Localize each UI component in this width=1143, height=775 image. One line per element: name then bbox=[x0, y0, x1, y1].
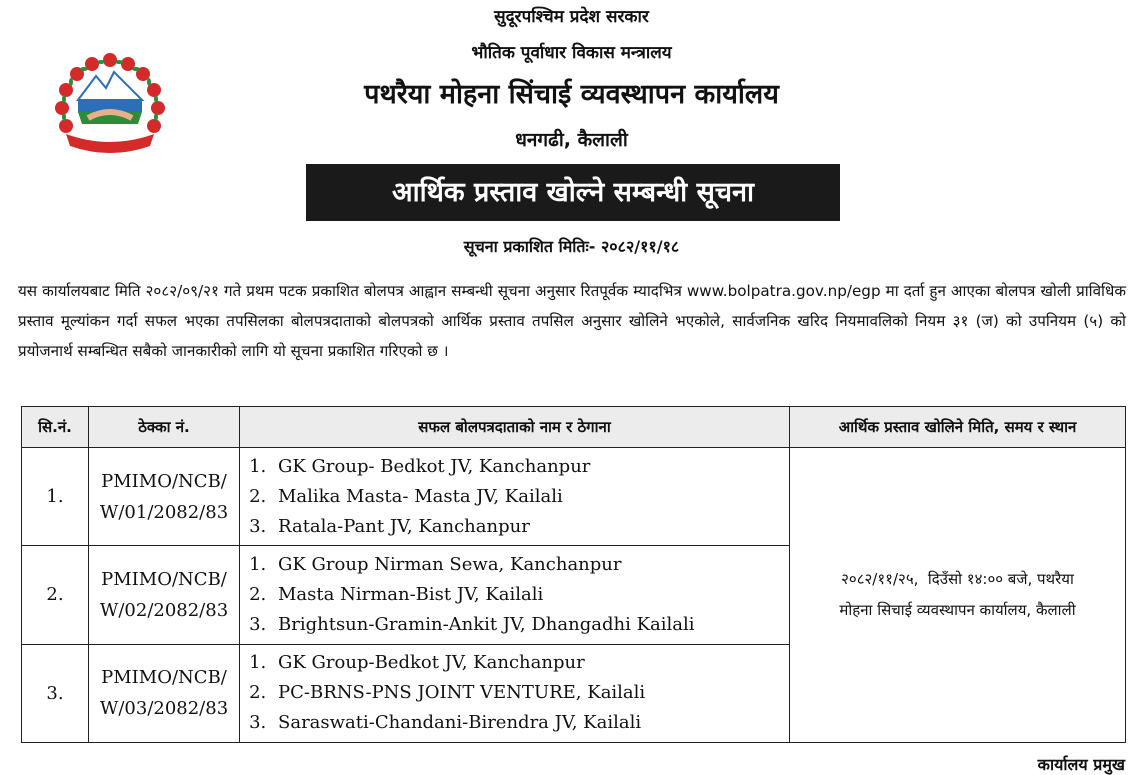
row-bidders bbox=[240, 644, 790, 742]
bidder-item: 3. Brightsun-Gramin-Ankit JV, Dhangadhi Kailali bbox=[272, 610, 789, 640]
opening-date-time-place bbox=[790, 448, 1126, 743]
bidder-item: 2. PC-BRNS-PNS JOINT VENTURE, Kailali bbox=[272, 678, 789, 708]
contract-no-line2: W/01/2082/83 bbox=[99, 501, 229, 523]
ministry-heading: भौतिक पूर्वाधार विकास मन्त्रालय bbox=[471, 43, 672, 63]
office-location: धनगढी, कैलाली bbox=[515, 129, 628, 151]
contract-no-line1: PMIMO/NCB/ bbox=[101, 568, 227, 590]
row-bidders bbox=[240, 546, 790, 644]
row-sn: 1. bbox=[22, 448, 89, 546]
bidder-item: 1. GK Group Nirman Sewa, Kanchanpur bbox=[272, 550, 789, 580]
bidder-item: 3. Ratala-Pant JV, Kanchanpur bbox=[272, 512, 789, 542]
table-row bbox=[22, 448, 1126, 546]
row-sn: 3. bbox=[22, 644, 89, 742]
bidders-list bbox=[240, 550, 789, 640]
row-bidders bbox=[240, 448, 790, 546]
col-header-sn: सि.नं. bbox=[22, 407, 89, 448]
row-sn: 2. bbox=[22, 546, 89, 644]
bidder-item: 2. Masta Nirman-Bist JV, Kailali bbox=[272, 580, 789, 610]
bidders-list bbox=[240, 452, 789, 542]
col-header-bidders: सफल बोलपत्रदाताको नाम र ठेगाना bbox=[240, 407, 790, 448]
col-header-contract: ठेक्का नं. bbox=[89, 407, 240, 448]
row-contract-no bbox=[89, 448, 240, 546]
opening-line2: मोहना सिचाई व्यवस्थापन कार्यालय, कैलाली bbox=[839, 601, 1076, 619]
bidder-item: 1. GK Group- Bedkot JV, Kanchanpur bbox=[272, 452, 789, 482]
bidder-item: 1. GK Group-Bedkot JV, Kanchanpur bbox=[272, 648, 789, 678]
office-name-heading: पथरैया मोहना सिंचाई व्यवस्थापन कार्यालय bbox=[364, 79, 779, 110]
published-date: सूचना प्रकाशित मितिः- २०८२/११/१८ bbox=[463, 237, 680, 256]
province-government-heading: सुदूरपश्चिम प्रदेश सरकार bbox=[494, 7, 649, 27]
contract-no-line1: PMIMO/NCB/ bbox=[101, 667, 227, 689]
opening-line1: २०८२/११/२५, दिउँसो १४:०० बजे, पथरैया bbox=[841, 570, 1074, 588]
bidder-item: 2. Malika Masta- Masta JV, Kailali bbox=[272, 482, 789, 512]
bidders-table bbox=[21, 406, 1126, 743]
contract-no-line1: PMIMO/NCB/ bbox=[101, 470, 227, 492]
col-header-opening: आर्थिक प्रस्ताव खोलिने मिति, समय र स्थान bbox=[790, 407, 1126, 448]
office-chief-signature: कार्यालय प्रमुख bbox=[1037, 755, 1125, 774]
row-contract-no bbox=[89, 644, 240, 742]
table-header-row bbox=[22, 407, 1126, 448]
bidder-item: 3. Saraswati-Chandani-Birendra JV, Kailali bbox=[272, 708, 789, 738]
notice-title: आर्थिक प्रस्ताव खोल्ने सम्बन्धी सूचना bbox=[306, 164, 840, 221]
notice-body-text: यस कार्यालयबाट मिति २०८२/०९/२१ गते प्रथम पटक प्रकाशित बोलपत्र आह्वान सम्बन्धी सूचना अनुसार रितपूर्वक म्यादभित्र www.bolpatra.gov.np/egp मा दर्ता हुन आएका बोलपत्र खोली प्राविधिक प्रस्ताव मूल्यांकन गर्दा सफल भएका तपसिलका बोलपत्रदाताको बोलपत्रको आर्थिक प्रस्ताव तपसिल अनुसार खोलिने भएकोले, सार्वजनिक खरिद नियमावलिको नियम ३१ (ज) को उपनियम (५) को प्रयोजनार्थ सम्बन्धित सबैको जानकारीको लागि यो सूचना प्रकाशित गरिएको छ । bbox=[18, 282, 1126, 360]
contract-no-line2: W/02/2082/83 bbox=[99, 599, 229, 621]
contract-no-line2: W/03/2082/83 bbox=[99, 698, 229, 720]
row-contract-no bbox=[89, 546, 240, 644]
bidders-list bbox=[240, 648, 789, 738]
